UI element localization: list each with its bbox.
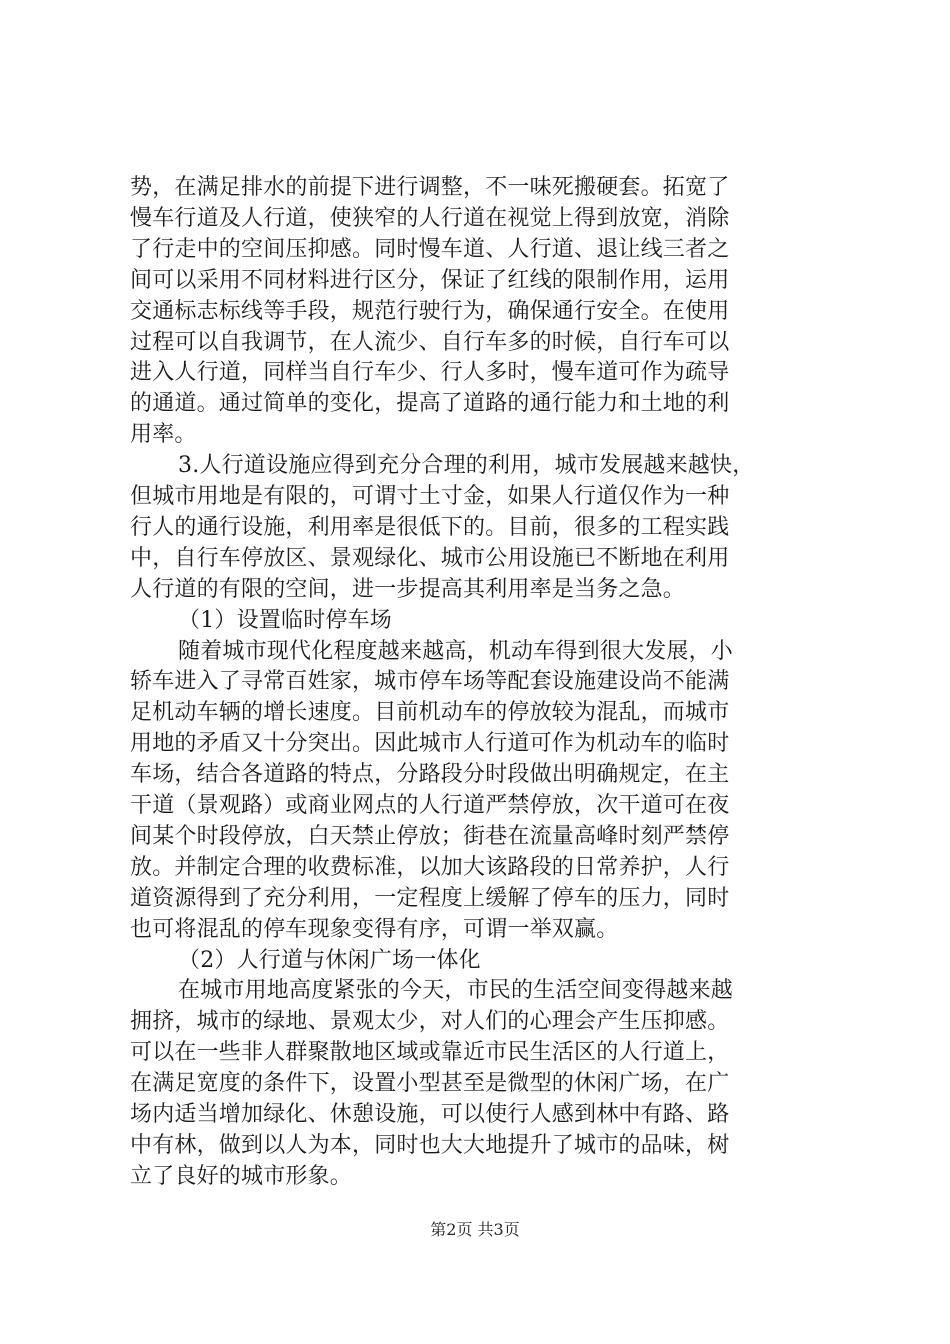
text-line: 中，自行车停放区、景观绿化、城市公用设施已不断地在利用 [130, 545, 730, 571]
text-line: 势，在满足排水的前提下进行调整，不一味死搬硬套。拓宽了 [130, 175, 730, 200]
text-line: 车场，结合各道路的特点，分路段分时段做出明确规定，在主 [130, 762, 730, 788]
text-line: 随着城市现代化程度越来越高，机动车得到很大发展，小 [178, 638, 734, 664]
text-line: 过程可以自我调节，在人流少、自行车多的时候，自行车可以 [130, 329, 730, 355]
text-line: 但城市用地是有限的，可谓寸土寸金，如果人行道仅作为一种 [130, 484, 730, 509]
text-line: 道资源得到了充分利用，一定程度上缓解了停车的压力，同时 [130, 885, 730, 911]
text-line: 中有林，做到以人为本，同时也大大地提升了城市的品味，树 [130, 1132, 730, 1158]
text-line: 用率。 [130, 422, 197, 448]
text-line: 也可将混乱的停车现象变得有序，可谓一举双赢。 [130, 916, 619, 942]
text-line: 人行道的有限的空间，进一步提高其利用率是当务之急。 [130, 576, 686, 602]
text-line: 3.人行道设施应得到充分合理的利用，城市发展越来越快， [178, 453, 755, 479]
text-line: 行人的通行设施，利用率是很低下的。目前，很多的工程实践 [130, 514, 730, 540]
text-line: 足机动车辆的增长速度。目前机动车的停放较为混乱，而城市 [130, 700, 730, 726]
text-line: 慢车行道及人行道，使狭窄的人行道在视觉上得到放宽，消除 [130, 205, 730, 231]
page-number-footer: 第2页 共3页 [430, 1220, 520, 1239]
text-line: 立了良好的城市形象。 [130, 1163, 353, 1189]
text-line: 用地的矛盾又十分突出。因此城市人行道可作为机动车的临时 [130, 731, 730, 757]
text-line: 间某个时段停放，白天禁止停放；街巷在流量高峰时刻严禁停 [130, 823, 730, 849]
subheading: （2）人行道与休闲广场一体化 [178, 947, 481, 973]
text-line: 的通道。通过简单的变化，提高了道路的通行能力和土地的利 [130, 391, 730, 417]
text-line: 在城市用地高度紧张的今天，市民的生活空间变得越来越 [178, 978, 734, 1004]
text-line: 干道（景观路）或商业网点的人行道严禁停放，次干道可在夜 [130, 793, 730, 818]
text-line: 间可以采用不同材料进行区分，保证了红线的限制作用，运用 [130, 267, 730, 293]
text-line: 了行走中的空间压抑感。同时慢车道、人行道、退让线三者之 [130, 236, 730, 262]
text-line: 场内适当增加绿化、休憩设施，可以使行人感到林中有路、路 [130, 1102, 730, 1127]
subheading: （1）设置临时停车场 [178, 607, 392, 633]
text-line: 轿车进入了寻常百姓家，城市停车场等配套设施建设尚不能满 [130, 669, 730, 695]
text-line: 拥挤，城市的绿地、景观太少，对人们的心理会产生压抑感。 [130, 1009, 730, 1035]
text-line: 可以在一些非人群聚散地区域或靠近市民生活区的人行道上， [130, 1040, 730, 1066]
text-line: 进入人行道，同样当自行车少、行人多时，慢车道可作为疏导 [130, 360, 730, 386]
text-line: 交通标志标线等手段，规范行驶行为，确保通行安全。在使用 [130, 298, 730, 324]
text-line: 在满足宽度的条件下，设置小型甚至是微型的休闲广场，在广 [130, 1071, 730, 1097]
text-line: 放。并制定合理的收费标准，以加大该路段的日常养护，人行 [130, 854, 730, 880]
